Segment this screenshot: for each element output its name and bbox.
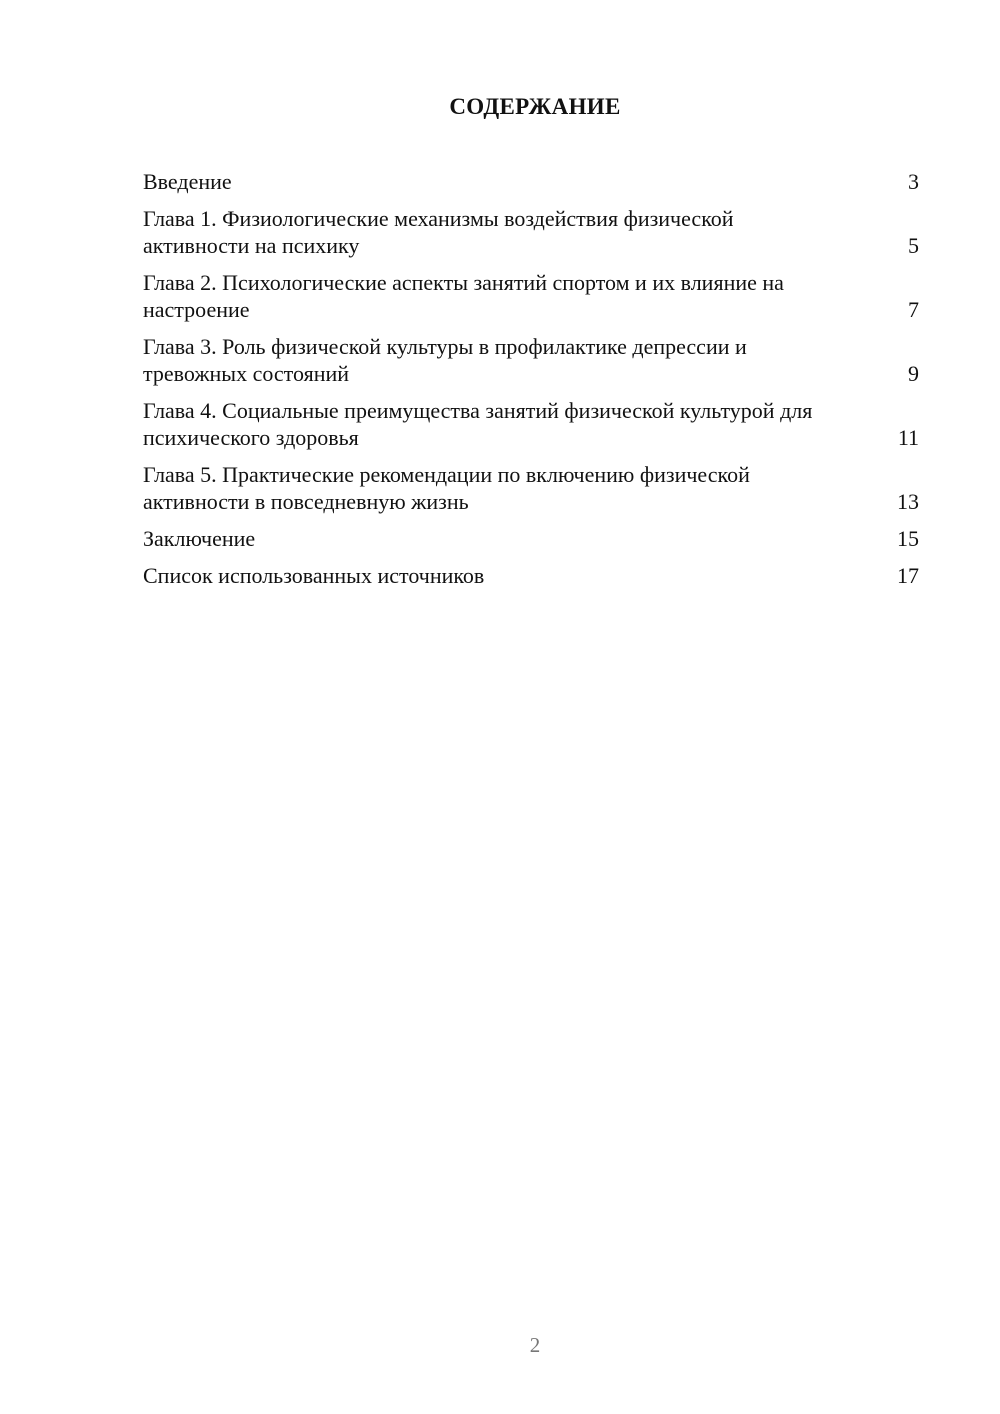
toc-entry-text: Глава 1. Физиологические механизмы воздействия физической активности на психику — [143, 206, 734, 258]
toc-entry-references — [143, 562, 919, 589]
toc-entry-page: 7 — [908, 297, 919, 322]
toc-entry-text: Заключение — [143, 526, 256, 551]
toc-entry-page: 15 — [897, 526, 919, 551]
toc-entry-text: Глава 5. Практические рекомендации по включению физической активности в повседневную жизнь — [143, 462, 750, 514]
toc-entry-text: Список использованных источников — [143, 563, 485, 588]
toc-entry-text: Глава 3. Роль физической культуры в профилактике депрессии и тревожных состояний — [143, 334, 747, 386]
toc-entry-text: Глава 2. Психологические аспекты занятий спортом и их влияние на настроение — [143, 270, 784, 322]
toc-entry-text: Введение — [143, 169, 232, 194]
toc-entry-chapter-1 — [143, 205, 919, 259]
table-of-contents — [143, 168, 919, 599]
toc-entry-text: Глава 4. Социальные преимущества занятий физической культурой для психического здоровья — [143, 398, 813, 450]
toc-entry-chapter-3 — [143, 333, 919, 387]
toc-entry-introduction — [143, 168, 919, 195]
page-number: 2 — [529, 1333, 541, 1357]
toc-entry-chapter-4 — [143, 397, 919, 451]
toc-entry-chapter-5 — [143, 461, 919, 515]
toc-entry-conclusion — [143, 525, 919, 552]
toc-entry-chapter-2 — [143, 269, 919, 323]
toc-entry-page: 11 — [897, 425, 919, 450]
toc-entry-page: 9 — [908, 361, 919, 386]
toc-entry-page: 17 — [897, 563, 919, 588]
toc-title: СОДЕРЖАНИЕ — [449, 94, 621, 119]
toc-entry-page: 5 — [908, 233, 919, 258]
toc-entry-page: 3 — [908, 169, 919, 194]
toc-entry-page: 13 — [897, 489, 919, 514]
